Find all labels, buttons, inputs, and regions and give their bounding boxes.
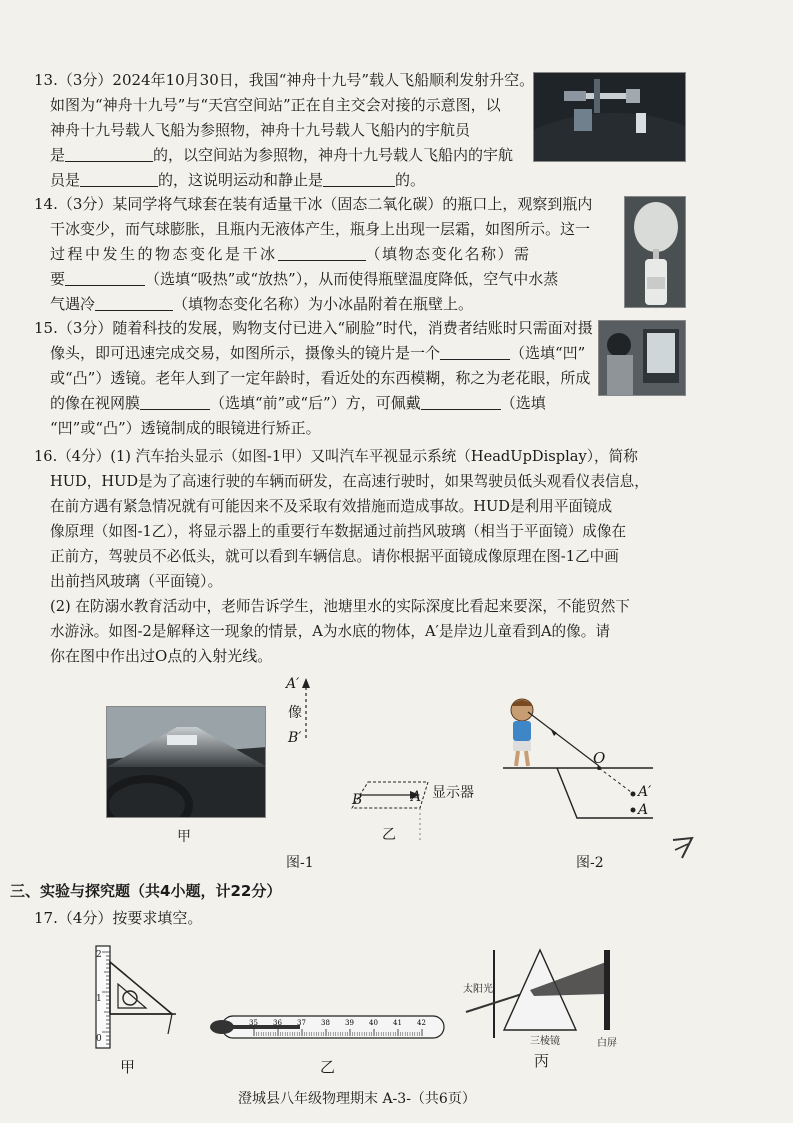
question-13 <box>34 68 534 193</box>
child-leg-right <box>526 751 528 766</box>
q15-line1: 15.（3分）随着科技的发展，购物支付已进入“刷脸”时代，消费者结账时只需面对摄 <box>34 319 593 337</box>
question-16 <box>34 444 774 669</box>
handwritten-mark <box>670 834 698 860</box>
sight-ray <box>528 712 599 766</box>
q13-line2: 如图为“神舟十九号”与“天宫空间站”正在自主交会对接的示意图，以 <box>50 96 501 114</box>
thermometer-diagram <box>208 1012 448 1042</box>
q13-blank-1[interactable] <box>65 146 153 162</box>
q13-blank-2[interactable] <box>80 171 158 187</box>
fig1-b-prime: B′ <box>288 730 302 746</box>
q14-blank-1[interactable] <box>278 245 366 261</box>
white-screen <box>604 950 610 1030</box>
triangle-ruler <box>110 962 172 1014</box>
q13-line4: 是 的，以空间站为参照物，神舟十九号载人飞船内的宇航 <box>50 146 514 164</box>
hud-photo <box>106 706 266 818</box>
fig2-a: A <box>638 802 649 818</box>
prism-label: 三棱镜 <box>530 1036 560 1047</box>
support-line <box>168 1014 172 1034</box>
thermometer-tick-label: 36 <box>273 1019 282 1027</box>
section-3-title: 三、实验与探究题（共4小题，计22分） <box>10 882 282 900</box>
sight-ray-arrowhead <box>550 728 557 736</box>
prism-sunlight-label: 太阳光 <box>463 984 493 995</box>
q16-line3: 在前方遇有紧急情况就有可能因来不及采取有效措施而造成事故。HUD是利用平面镜成 <box>50 498 613 515</box>
point-a-prime <box>631 792 636 797</box>
q15-line5: “凹”或“凸”）透镜制成的眼镜进行矫正。 <box>50 419 321 437</box>
ruler-tick-1: 1 <box>96 994 102 1004</box>
fig2-a-prime: A′ <box>638 784 652 800</box>
fig1-caption-yi: 乙 <box>382 827 396 843</box>
fig1-caption-jia: 甲 <box>177 829 191 845</box>
child-leg-left <box>516 751 518 766</box>
virtual-image-arrowhead <box>302 678 310 688</box>
thermometer-tick-label: 39 <box>345 1019 354 1027</box>
question-17 <box>34 906 202 931</box>
face-pay-photo <box>598 320 686 396</box>
question-14 <box>34 192 634 317</box>
ruler-tick-2: 2 <box>96 950 102 960</box>
q14-line2: 干冰变少，而气球膨胀，且瓶内无液体产生，瓶身上出现一层霜，如图所示。这一 <box>50 220 591 238</box>
q16-line6: 出前挡风玻璃（平面镜）。 <box>50 572 223 590</box>
q16-line5: 正前方，驾驶员不必低头，就可以看到车辆信息。请你根据平面镜成像原理在图-1乙中画 <box>50 548 619 565</box>
ruler-diagram <box>90 944 186 1052</box>
screen-label: 白屏 <box>597 1038 617 1049</box>
question-15 <box>34 316 634 441</box>
q16-line4: 像原理（如图-1乙），将显示器上的重要行车数据通过前挡风玻璃（相当于平面镜）成像在 <box>50 523 627 540</box>
q17-line1: 17.（4分）按要求填空。 <box>34 909 203 927</box>
thermometer-tick-label: 40 <box>369 1019 378 1027</box>
q16-line2: HUD，HUD是为了高速行驶的车辆而研发，在高速行驶时，如果驾驶员低头观看仪表信息， <box>50 473 649 490</box>
child-hair <box>511 700 533 706</box>
fig1-b: B <box>352 792 363 808</box>
fig1-a: A <box>411 789 422 805</box>
q15-line4: 的像在视网膜 （选填“前”或“后”）方，可佩戴 （选填 <box>50 394 546 412</box>
q17-caption-yi: 乙 <box>320 1058 336 1076</box>
q15-blank-1[interactable] <box>440 344 510 360</box>
image-extension-line <box>599 768 631 792</box>
q16-line9: 你在图中作出过O点的入射光线。 <box>50 647 273 665</box>
q14-line4: 要 （选填“吸热”或“放热”），从而使得瓶壁温度降低，空气中水蒸 <box>50 270 559 288</box>
hud-mirror-diagram <box>280 672 500 842</box>
q14-line1: 14.（3分）某同学将气球套在装有适量干冰（固态二氧化碳）的瓶口上，观察到瓶内 <box>34 195 593 213</box>
q16-line1: 16.（4分）(1) 汽车抬头显示（如图-1甲）又叫汽车平视显示系统（HeadUpDisplay），简称 <box>34 448 638 465</box>
thermometer-tick-label: 41 <box>393 1019 402 1027</box>
fig1-display-label: 显示器 <box>432 785 474 801</box>
q14-line3: 过程中发生的物态变化是干冰 （填物态变化名称）需 <box>50 245 531 263</box>
q16-line8: 水游泳。如图-2是解释这一现象的情景，A为水底的物体，A′是岸边儿童看到A的像。请 <box>50 623 610 640</box>
balloon-bottle-photo <box>624 196 686 308</box>
thermometer-liquid <box>228 1025 300 1029</box>
thermometer-tick-label: 37 <box>297 1019 306 1027</box>
fig2-label: 图-2 <box>576 855 604 871</box>
fig2-o: O <box>593 749 606 767</box>
q17-caption-bing: 丙 <box>534 1052 550 1070</box>
fig1-label: 图-1 <box>286 855 314 871</box>
q17-caption-jia: 甲 <box>120 1058 136 1076</box>
fig1-a-prime: A′ <box>286 676 300 692</box>
q13-line5: 员是 的，这说明运动和静止是 的。 <box>50 171 426 189</box>
spacecraft-docking-photo <box>533 72 686 162</box>
q15-line2: 像头，即可迅速完成交易，如图所示，摄像头的镜片是一个 （选填“凹” <box>50 344 586 362</box>
child-shirt <box>513 721 531 741</box>
q13-line1: 13.（3分）2024年10月30日，我国“神舟十九号”载人飞船顺利发射升空。 <box>34 71 535 89</box>
thermometer-tick-label: 35 <box>249 1019 258 1027</box>
child-shorts <box>513 741 531 751</box>
q14-line5: 气遇冷 （填物态变化名称）为小冰晶附着在瓶壁上。 <box>50 295 474 313</box>
point-a <box>631 808 636 813</box>
q14-blank-2[interactable] <box>65 270 145 286</box>
thermometer-tick-label: 42 <box>417 1019 426 1027</box>
q15-line3: 或“凸”）透镜。老年人到了一定年龄时，看近处的东西模糊，称之为老花眼，所成 <box>50 369 591 387</box>
fig1-image-label: 像 <box>288 705 302 721</box>
q15-blank-2[interactable] <box>140 394 210 410</box>
page-footer: 澄城县八年级物理期末 A-3-（共6页） <box>238 1091 476 1107</box>
ruler-tick-0: 0 <box>96 1034 102 1044</box>
q14-blank-3[interactable] <box>95 295 173 311</box>
q15-blank-3[interactable] <box>421 394 501 410</box>
q13-line3: 神舟十九号载人飞船为参照物，神舟十九号载人飞船内的宇航员 <box>50 121 471 139</box>
q16-line7: (2) 在防溺水教育活动中，老师告诉学生，池塘里水的实际深度比看起来要深，不能贸然下 <box>50 598 630 615</box>
q13-blank-3[interactable] <box>323 171 395 187</box>
thermometer-tick-label: 38 <box>321 1019 330 1027</box>
